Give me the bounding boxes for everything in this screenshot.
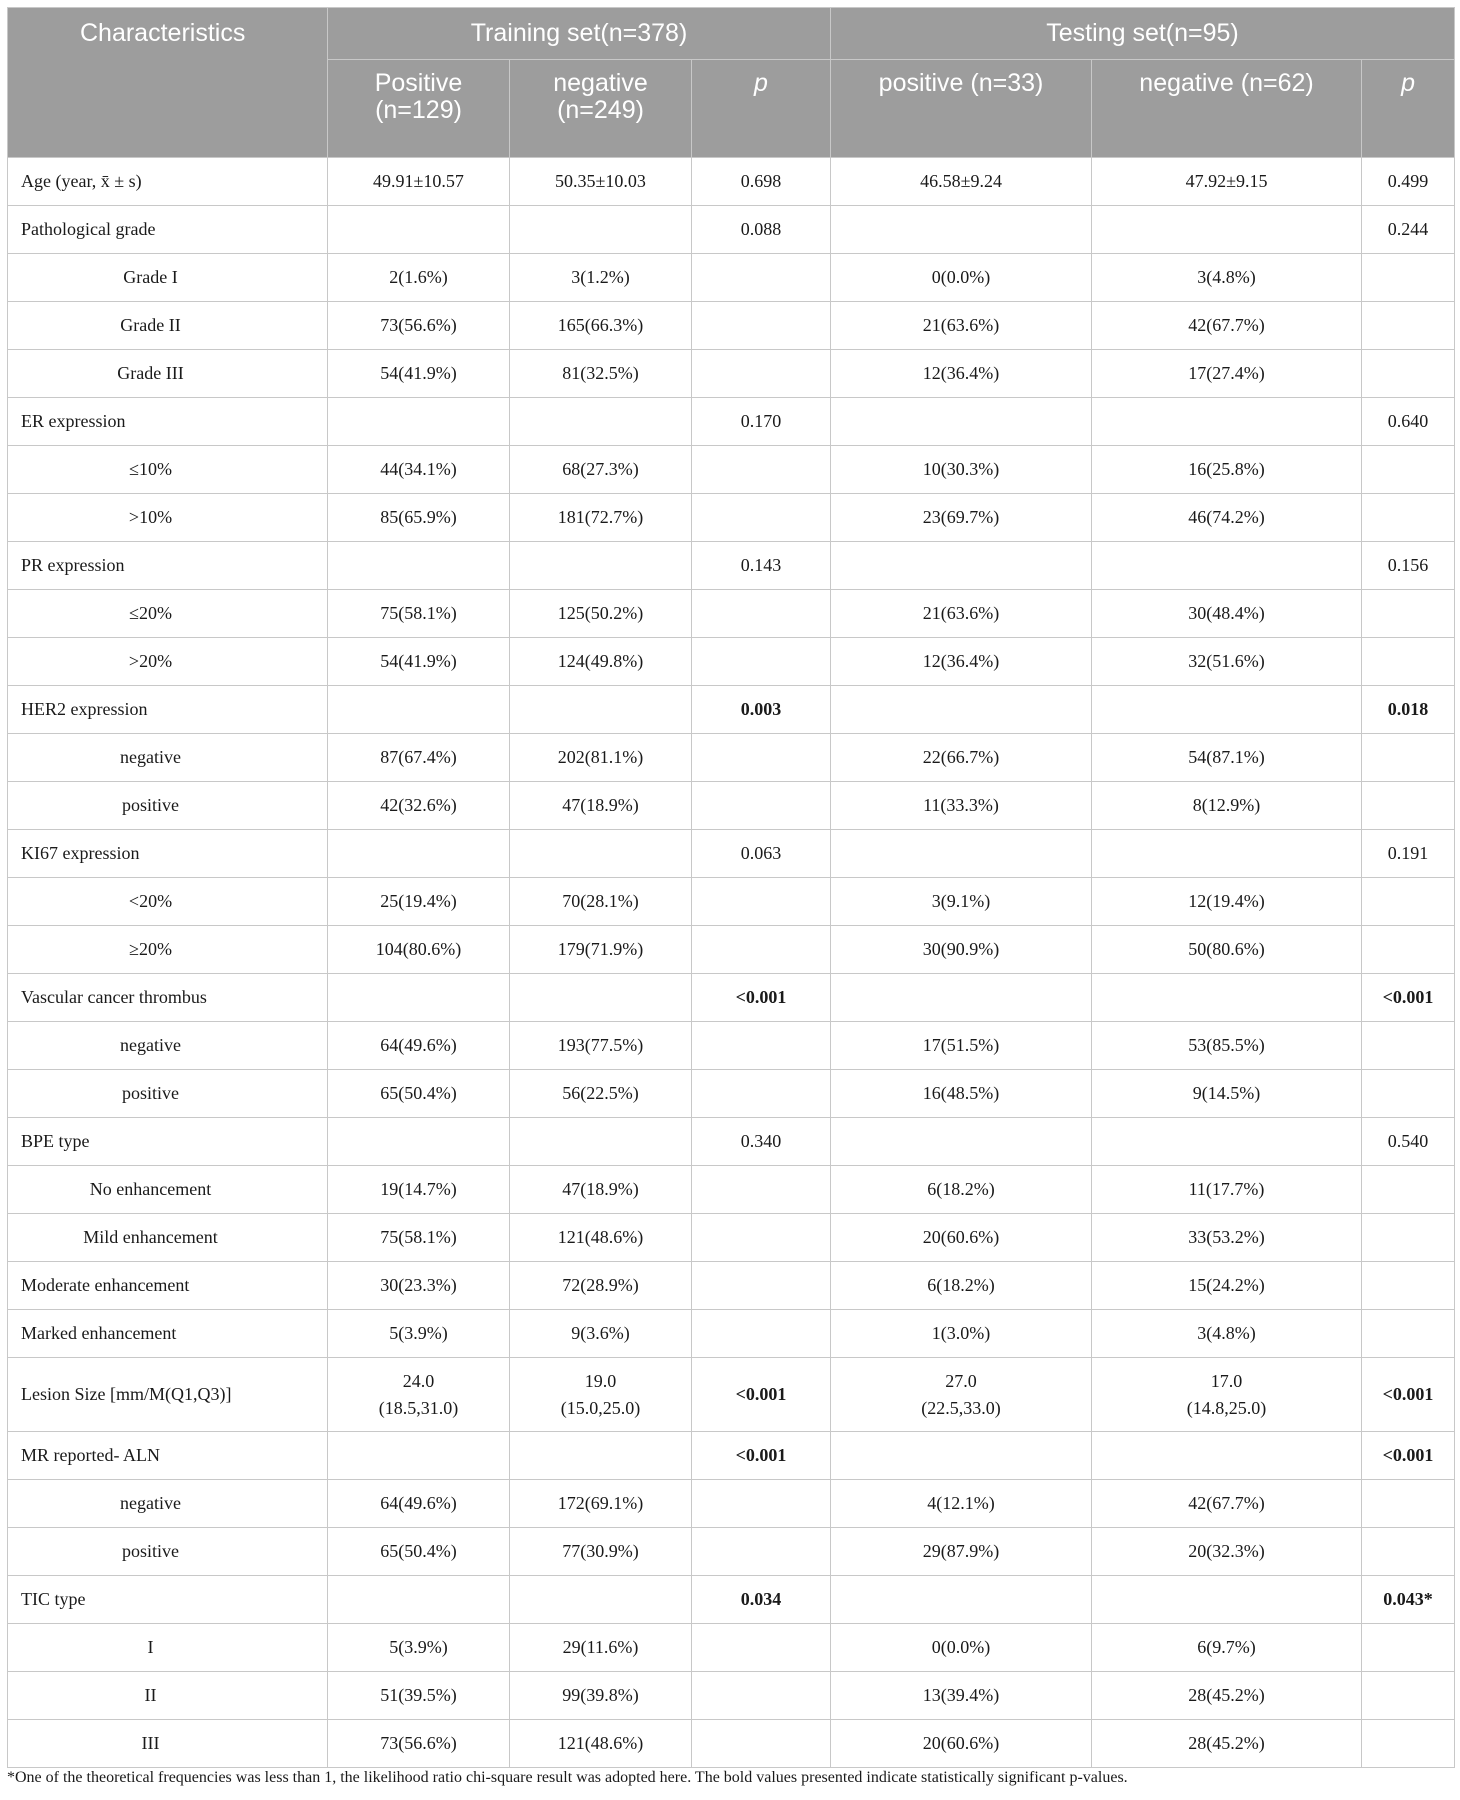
row-label: Grade I [8,254,328,302]
training-positive-cell: 64(49.6%) [328,1022,510,1070]
training-negative-cell: 193(77.5%) [510,1022,692,1070]
testing-positive-cell [831,830,1092,878]
testing-negative-cell: 46(74.2%) [1092,494,1362,542]
testing-negative-cell: 8(12.9%) [1092,782,1362,830]
training-p-cell [692,1022,831,1070]
table-row [8,590,1455,638]
table-row [8,1214,1455,1262]
training-p-cell [692,494,831,542]
training-positive-cell: 5(3.9%) [328,1310,510,1358]
row-label: ≤10% [8,446,328,494]
training-negative-cell: 3(1.2%) [510,254,692,302]
table-row [8,158,1455,206]
table-row [8,638,1455,686]
training-positive-cell: 44(34.1%) [328,446,510,494]
training-positive-cell: 87(67.4%) [328,734,510,782]
table-row [8,1528,1455,1576]
testing-positive-cell: 6(18.2%) [831,1262,1092,1310]
training-p-cell: 0.034 [692,1576,831,1624]
training-negative-cell: 9(3.6%) [510,1310,692,1358]
training-negative-cell: 179(71.9%) [510,926,692,974]
training-negative-cell: 72(28.9%) [510,1262,692,1310]
testing-negative-cell: 28(45.2%) [1092,1720,1362,1768]
training-negative-cell: 124(49.8%) [510,638,692,686]
testing-negative-cell [1092,830,1362,878]
training-p-cell: <0.001 [692,974,831,1022]
training-positive-cell [328,1118,510,1166]
testing-negative-cell: 28(45.2%) [1092,1672,1362,1720]
testing-positive-cell: 30(90.9%) [831,926,1092,974]
row-label: ≤20% [8,590,328,638]
testing-positive-cell: 1(3.0%) [831,1310,1092,1358]
testing-p-cell [1362,1480,1455,1528]
testing-positive-cell [831,206,1092,254]
training-p-cell [692,590,831,638]
header-training-positive: Positive (n=129) [328,60,510,158]
table-row [8,686,1455,734]
testing-p-cell [1362,1624,1455,1672]
table-row [8,830,1455,878]
training-p-cell [692,1166,831,1214]
row-label: MR reported- ALN [8,1432,328,1480]
testing-positive-cell: 22(66.7%) [831,734,1092,782]
training-positive-cell [328,542,510,590]
header-testing-negative: negative (n=62) [1092,60,1362,158]
training-negative-cell: 68(27.3%) [510,446,692,494]
table-row [8,1118,1455,1166]
training-positive-cell: 104(80.6%) [328,926,510,974]
testing-positive-cell [831,1118,1092,1166]
training-negative-cell [510,542,692,590]
training-negative-cell: 70(28.1%) [510,878,692,926]
training-positive-cell: 65(50.4%) [328,1528,510,1576]
testing-negative-cell [1092,398,1362,446]
training-negative-cell: 202(81.1%) [510,734,692,782]
training-p-cell: 0.063 [692,830,831,878]
training-positive-cell [328,974,510,1022]
testing-positive-cell: 10(30.3%) [831,446,1092,494]
table-row [8,446,1455,494]
header-testing-positive: positive (n=33) [831,60,1092,158]
testing-negative-cell: 11(17.7%) [1092,1166,1362,1214]
header-training-negative: negative (n=249) [510,60,692,158]
testing-p-cell [1362,350,1455,398]
training-negative-cell: 81(32.5%) [510,350,692,398]
testing-p-cell [1362,734,1455,782]
testing-negative-cell: 50(80.6%) [1092,926,1362,974]
table-row [8,1432,1455,1480]
training-p-cell: 0.698 [692,158,831,206]
testing-p-cell [1362,302,1455,350]
testing-positive-cell: 21(63.6%) [831,590,1092,638]
testing-positive-cell: 27.0 (22.5,33.0) [831,1358,1092,1432]
testing-p-cell: <0.001 [1362,1358,1455,1432]
testing-p-cell: 0.018 [1362,686,1455,734]
training-negative-cell: 99(39.8%) [510,1672,692,1720]
testing-positive-cell: 12(36.4%) [831,638,1092,686]
testing-positive-cell: 0(0.0%) [831,1624,1092,1672]
table-row [8,302,1455,350]
testing-p-cell [1362,782,1455,830]
training-positive-cell: 19(14.7%) [328,1166,510,1214]
testing-positive-cell: 17(51.5%) [831,1022,1092,1070]
training-p-cell [692,446,831,494]
training-positive-cell: 24.0 (18.5,31.0) [328,1358,510,1432]
table-row [8,1576,1455,1624]
testing-p-cell [1362,1672,1455,1720]
training-p-cell: 0.170 [692,398,831,446]
testing-positive-cell [831,398,1092,446]
testing-positive-cell [831,686,1092,734]
testing-p-cell [1362,1166,1455,1214]
training-positive-cell [328,206,510,254]
testing-negative-cell: 33(53.2%) [1092,1214,1362,1262]
testing-positive-cell: 4(12.1%) [831,1480,1092,1528]
characteristics-table [7,7,1455,1768]
training-negative-cell: 172(69.1%) [510,1480,692,1528]
training-negative-cell: 19.0 (15.0,25.0) [510,1358,692,1432]
training-positive-cell: 75(58.1%) [328,1214,510,1262]
table-row [8,1262,1455,1310]
testing-p-cell [1362,1720,1455,1768]
testing-negative-cell: 54(87.1%) [1092,734,1362,782]
testing-negative-cell: 17.0 (14.8,25.0) [1092,1358,1362,1432]
training-positive-cell: 49.91±10.57 [328,158,510,206]
testing-negative-cell: 42(67.7%) [1092,302,1362,350]
training-p-cell [692,1480,831,1528]
training-positive-cell: 85(65.9%) [328,494,510,542]
testing-p-cell: 0.244 [1362,206,1455,254]
table-row [8,782,1455,830]
table-row [8,1310,1455,1358]
training-p-cell [692,878,831,926]
row-label: PR expression [8,542,328,590]
training-negative-cell [510,974,692,1022]
row-label: positive [8,782,328,830]
testing-p-cell [1362,1070,1455,1118]
testing-positive-cell: 13(39.4%) [831,1672,1092,1720]
table-row [8,542,1455,590]
testing-positive-cell [831,974,1092,1022]
testing-positive-cell [831,1432,1092,1480]
training-p-cell: 0.003 [692,686,831,734]
training-p-cell: <0.001 [692,1358,831,1432]
row-label: Grade III [8,350,328,398]
training-positive-cell: 2(1.6%) [328,254,510,302]
training-negative-cell: 47(18.9%) [510,782,692,830]
testing-negative-cell: 16(25.8%) [1092,446,1362,494]
table-row [8,1358,1455,1432]
training-p-cell [692,1214,831,1262]
header-testing-set: Testing set(n=95) [831,8,1455,60]
testing-p-cell: 0.499 [1362,158,1455,206]
table-row [8,1672,1455,1720]
table-body [8,158,1455,1768]
training-negative-cell: 181(72.7%) [510,494,692,542]
training-negative-cell: 121(48.6%) [510,1720,692,1768]
table-row [8,974,1455,1022]
training-p-cell [692,734,831,782]
testing-negative-cell: 6(9.7%) [1092,1624,1362,1672]
row-label: III [8,1720,328,1768]
testing-p-cell [1362,1310,1455,1358]
testing-negative-cell: 53(85.5%) [1092,1022,1362,1070]
row-label: Lesion Size [mm/M(Q1,Q3)] [8,1358,328,1432]
training-p-cell [692,1720,831,1768]
training-p-cell [692,1262,831,1310]
testing-positive-cell: 20(60.6%) [831,1214,1092,1262]
row-label: ≥20% [8,926,328,974]
header-training-p: p [692,60,831,158]
testing-negative-cell: 20(32.3%) [1092,1528,1362,1576]
testing-positive-cell: 3(9.1%) [831,878,1092,926]
testing-p-cell [1362,446,1455,494]
training-negative-cell [510,1576,692,1624]
header-testing-p: p [1362,60,1455,158]
training-negative-cell: 47(18.9%) [510,1166,692,1214]
training-p-cell [692,350,831,398]
training-positive-cell: 54(41.9%) [328,350,510,398]
testing-positive-cell: 29(87.9%) [831,1528,1092,1576]
training-positive-cell: 51(39.5%) [328,1672,510,1720]
row-label: Marked enhancement [8,1310,328,1358]
table-row [8,734,1455,782]
table-container [7,7,1454,1768]
training-p-cell: <0.001 [692,1432,831,1480]
testing-positive-cell: 16(48.5%) [831,1070,1092,1118]
testing-negative-cell [1092,542,1362,590]
testing-p-cell [1362,1022,1455,1070]
table-row [8,1022,1455,1070]
row-label: Mild enhancement [8,1214,328,1262]
row-label: ER expression [8,398,328,446]
testing-p-cell [1362,590,1455,638]
row-label: <20% [8,878,328,926]
training-negative-cell [510,830,692,878]
table-row [8,494,1455,542]
training-positive-cell: 73(56.6%) [328,302,510,350]
testing-negative-cell: 30(48.4%) [1092,590,1362,638]
testing-p-cell [1362,1214,1455,1262]
training-p-cell [692,1624,831,1672]
table-footnote: *One of the theoretical frequencies was less than 1, the likelihood ratio chi-square result was adopted here. The bold values presented indicate statistically significant p-values. [7,1769,1128,1786]
training-positive-cell: 30(23.3%) [328,1262,510,1310]
training-positive-cell [328,686,510,734]
row-label: HER2 expression [8,686,328,734]
testing-negative-cell [1092,1432,1362,1480]
training-positive-cell: 5(3.9%) [328,1624,510,1672]
row-label: positive [8,1070,328,1118]
testing-p-cell: 0.191 [1362,830,1455,878]
testing-positive-cell: 23(69.7%) [831,494,1092,542]
testing-positive-cell: 0(0.0%) [831,254,1092,302]
testing-negative-cell: 3(4.8%) [1092,1310,1362,1358]
row-label: positive [8,1528,328,1576]
training-positive-cell: 25(19.4%) [328,878,510,926]
testing-negative-cell [1092,686,1362,734]
row-label: BPE type [8,1118,328,1166]
testing-p-cell [1362,1528,1455,1576]
testing-negative-cell: 12(19.4%) [1092,878,1362,926]
table-row [8,350,1455,398]
testing-negative-cell: 47.92±9.15 [1092,158,1362,206]
testing-negative-cell [1092,974,1362,1022]
testing-negative-cell: 17(27.4%) [1092,350,1362,398]
testing-positive-cell: 20(60.6%) [831,1720,1092,1768]
testing-p-cell: 0.640 [1362,398,1455,446]
row-label: TIC type [8,1576,328,1624]
testing-p-cell [1362,638,1455,686]
testing-p-cell [1362,926,1455,974]
testing-negative-cell [1092,1118,1362,1166]
training-positive-cell [328,398,510,446]
training-negative-cell: 165(66.3%) [510,302,692,350]
training-p-cell: 0.143 [692,542,831,590]
row-label: Age (year, x̄ ± s) [8,158,328,206]
training-negative-cell: 50.35±10.03 [510,158,692,206]
testing-positive-cell: 12(36.4%) [831,350,1092,398]
header-characteristics: Characteristics [8,8,328,158]
row-label: No enhancement [8,1166,328,1214]
row-label: Moderate enhancement [8,1262,328,1310]
row-label: >20% [8,638,328,686]
testing-positive-cell: 11(33.3%) [831,782,1092,830]
row-label: Pathological grade [8,206,328,254]
header-training-set: Training set(n=378) [328,8,831,60]
training-p-cell [692,254,831,302]
row-label: KI67 expression [8,830,328,878]
row-label: >10% [8,494,328,542]
testing-positive-cell [831,542,1092,590]
testing-p-cell: 0.540 [1362,1118,1455,1166]
table-row [8,206,1455,254]
training-p-cell [692,926,831,974]
row-label: I [8,1624,328,1672]
testing-negative-cell [1092,206,1362,254]
table-row [8,254,1455,302]
testing-positive-cell: 21(63.6%) [831,302,1092,350]
training-positive-cell [328,1576,510,1624]
table-row [8,1720,1455,1768]
training-negative-cell: 121(48.6%) [510,1214,692,1262]
training-p-cell: 0.340 [692,1118,831,1166]
training-p-cell [692,1070,831,1118]
training-negative-cell: 125(50.2%) [510,590,692,638]
testing-p-cell [1362,878,1455,926]
table-row [8,1480,1455,1528]
training-negative-cell: 77(30.9%) [510,1528,692,1576]
training-p-cell [692,1672,831,1720]
testing-p-cell: 0.156 [1362,542,1455,590]
training-positive-cell: 65(50.4%) [328,1070,510,1118]
testing-p-cell [1362,254,1455,302]
table-row [8,398,1455,446]
table-row [8,926,1455,974]
table-row [8,1070,1455,1118]
training-p-cell [692,782,831,830]
testing-positive-cell [831,1576,1092,1624]
testing-negative-cell: 32(51.6%) [1092,638,1362,686]
testing-negative-cell [1092,1576,1362,1624]
training-negative-cell: 56(22.5%) [510,1070,692,1118]
training-positive-cell: 75(58.1%) [328,590,510,638]
table-row [8,878,1455,926]
training-positive-cell: 73(56.6%) [328,1720,510,1768]
testing-p-cell: <0.001 [1362,974,1455,1022]
table-row [8,1166,1455,1214]
training-p-cell [692,302,831,350]
training-positive-cell [328,1432,510,1480]
testing-p-cell [1362,1262,1455,1310]
testing-negative-cell: 42(67.7%) [1092,1480,1362,1528]
row-label: negative [8,1480,328,1528]
testing-positive-cell: 6(18.2%) [831,1166,1092,1214]
testing-negative-cell: 3(4.8%) [1092,254,1362,302]
training-negative-cell [510,1432,692,1480]
training-p-cell [692,1528,831,1576]
training-negative-cell: 29(11.6%) [510,1624,692,1672]
testing-p-cell: 0.043* [1362,1576,1455,1624]
training-p-cell: 0.088 [692,206,831,254]
testing-negative-cell: 15(24.2%) [1092,1262,1362,1310]
training-positive-cell [328,830,510,878]
training-negative-cell [510,686,692,734]
row-label: Grade II [8,302,328,350]
row-label: II [8,1672,328,1720]
training-negative-cell [510,206,692,254]
row-label: Vascular cancer thrombus [8,974,328,1022]
training-p-cell [692,1310,831,1358]
training-p-cell [692,638,831,686]
testing-p-cell: <0.001 [1362,1432,1455,1480]
row-label: negative [8,734,328,782]
testing-negative-cell: 9(14.5%) [1092,1070,1362,1118]
training-negative-cell [510,1118,692,1166]
training-positive-cell: 64(49.6%) [328,1480,510,1528]
table-row [8,1624,1455,1672]
training-negative-cell [510,398,692,446]
row-label: negative [8,1022,328,1070]
training-positive-cell: 42(32.6%) [328,782,510,830]
testing-p-cell [1362,494,1455,542]
training-positive-cell: 54(41.9%) [328,638,510,686]
testing-positive-cell: 46.58±9.24 [831,158,1092,206]
